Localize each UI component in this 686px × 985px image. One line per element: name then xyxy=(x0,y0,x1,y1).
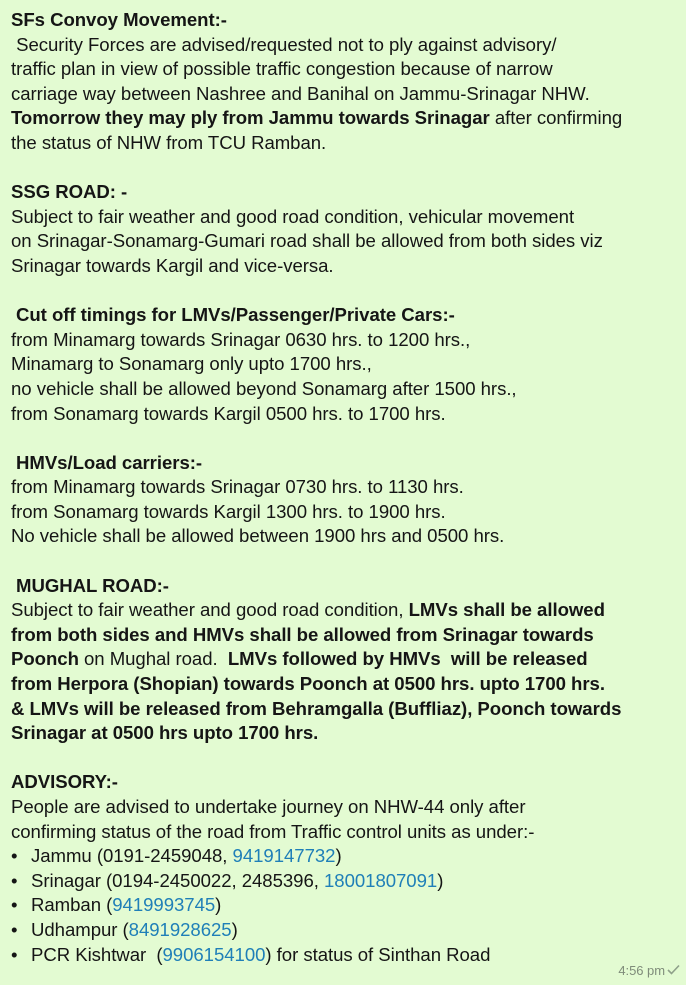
phone-link[interactable]: 9419993745 xyxy=(112,894,216,916)
contact-label: Srinagar (0194-2450022, 2485396, xyxy=(31,869,324,891)
mughal-line xyxy=(11,647,686,672)
mughal-title: MUGHAL ROAD:- xyxy=(16,574,169,596)
mughal-line: from Herpora (Shopian) towards Poonch at 0500 hrs. upto 1700 hrs. xyxy=(11,673,605,695)
contact-item xyxy=(11,893,686,918)
ssg-line: Subject to fair weather and good road condition, vehicular movement xyxy=(11,205,575,227)
phone-link[interactable]: 18001807091 xyxy=(323,869,438,891)
contact-suffix: ) xyxy=(231,918,238,940)
ssg-title: SSG ROAD: - xyxy=(11,181,128,203)
sfs-bold-text: Tomorrow they may ply from Jammu towards Srinagar xyxy=(11,107,490,129)
mughal-text: on Mughal road. xyxy=(78,648,228,670)
mughal-bold-text: LMVs followed by HMVs will be released xyxy=(227,648,588,670)
mughal-bold-text: Poonch xyxy=(11,648,79,670)
contact-suffix: ) xyxy=(437,869,444,891)
sfs-text: after confirming xyxy=(489,107,623,129)
contact-item xyxy=(11,869,686,894)
sfs-line: carriage way between Nashree and Banihal on Jammu-Srinagar NHW. xyxy=(11,82,590,104)
contact-item xyxy=(11,918,686,943)
hmv-line: No vehicle shall be allowed between 1900 hrs and 0500 hrs. xyxy=(11,525,505,547)
lmv-line: from Minamarg towards Srinagar 0630 hrs. to 1200 hrs., xyxy=(11,328,471,350)
time-text: 4:56 pm xyxy=(618,963,665,979)
contact-label: PCR Kishtwar ( xyxy=(31,943,163,965)
phone-link[interactable]: 8491928625 xyxy=(128,918,232,940)
phone-link[interactable]: 9906154100 xyxy=(162,943,266,965)
contact-suffix: ) xyxy=(215,894,222,916)
sfs-line xyxy=(11,106,686,131)
lmv-title: Cut off timings for LMVs/Passenger/Private Cars:- xyxy=(16,304,455,326)
hmv-line: from Sonamarg towards Kargil 1300 hrs. to 1900 hrs. xyxy=(11,500,446,522)
contact-label: Udhampur ( xyxy=(31,918,129,940)
sfs-line: Security Forces are advised/requested not to ply against advisory/ xyxy=(11,33,557,55)
mughal-line: from both sides and HMVs shall be allowed from Srinagar towards xyxy=(11,623,594,645)
hmv-line: from Minamarg towards Srinagar 0730 hrs. to 1130 hrs. xyxy=(11,476,464,498)
sfs-line: traffic plan in view of possible traffic congestion because of narrow xyxy=(11,58,553,80)
message-timestamp xyxy=(618,959,680,984)
single-check-icon xyxy=(667,959,680,984)
ssg-line: Srinagar towards Kargil and vice-versa. xyxy=(11,254,334,276)
mughal-line: Srinagar at 0500 hrs upto 1700 hrs. xyxy=(11,722,319,744)
hmv-title: HMVs/Load carriers:- xyxy=(16,451,203,473)
advisory-line: People are advised to undertake journey on NHW-44 only after xyxy=(11,796,526,817)
contact-list xyxy=(11,844,686,967)
mughal-line xyxy=(11,598,686,623)
contact-item xyxy=(11,844,686,869)
contact-label: Jammu (0191-2459048, xyxy=(31,845,233,867)
advisory-line: confirming status of the road from Traffic control units as under:- xyxy=(11,820,535,842)
contact-label: Ramban ( xyxy=(31,894,113,916)
lmv-line: from Sonamarg towards Kargil 0500 hrs. to 1700 hrs. xyxy=(11,402,446,424)
sfs-title: SFs Convoy Movement:- xyxy=(11,9,227,30)
mughal-bold-text: LMVs shall be allowed xyxy=(408,599,605,621)
contact-suffix: ) for status of Sinthan Road xyxy=(265,943,491,965)
mughal-line: & LMVs will be released from Behramgalla (Buffliaz), Poonch towards xyxy=(11,697,622,719)
sfs-line: the status of NHW from TCU Ramban. xyxy=(11,131,327,153)
phone-link[interactable]: 9419147732 xyxy=(232,845,336,867)
contact-item xyxy=(11,943,686,968)
mughal-text: Subject to fair weather and good road condition, xyxy=(11,599,409,621)
lmv-line: no vehicle shall be allowed beyond Sonamarg after 1500 hrs., xyxy=(11,377,517,399)
advisory-title: ADVISORY:- xyxy=(11,771,118,793)
ssg-line: on Srinagar-Sonamarg-Gumari road shall be allowed from both sides viz xyxy=(11,230,603,252)
contact-suffix: ) xyxy=(335,845,342,867)
lmv-line: Minamarg to Sonamarg only upto 1700 hrs., xyxy=(11,353,372,375)
